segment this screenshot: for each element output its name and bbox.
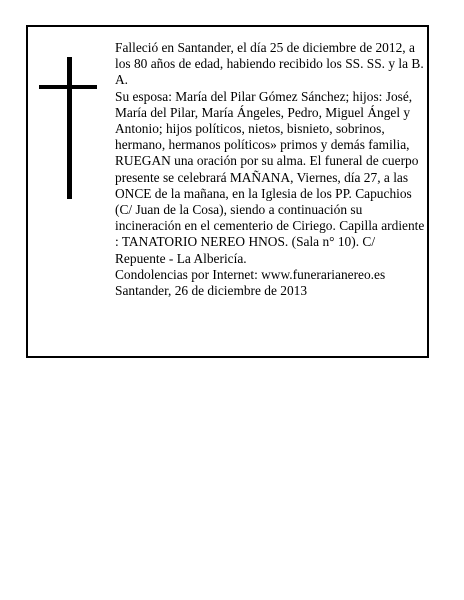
notice-text <box>115 40 426 299</box>
obituary-notice <box>26 25 429 358</box>
cross-horizontal-bar <box>39 85 97 89</box>
place-and-date: Santander, 26 de diciembre de 2013 <box>115 283 308 299</box>
condolences-website: Condolencias por Internet: www.funerarianereo.es <box>115 266 386 282</box>
family-and-funeral-details: Su esposa: María del Pilar Gómez Sánchez; hijos: José, María del Pilar, María Ángeles, Pedro, Miguel Ángel y Antonio; hijos políticos, nietos, bisnieto, sobrinos, hermano, hermanos políticos» primos y demás familia, RUEGAN una oración por su alma. El funeral de cuerpo presente se celebrará MAÑANA, Viernes, día 27, a las ONCE de la mañana, en la Iglesia de los PP. Capuchios (C/ Juan de la Cosa), siendo a continuación su incineración en el cementerio de Ciriego. Capilla ardiente : TANATORIO NEREO HNOS. (Sala n° 10). C/ Repuente - La Albericía. <box>115 88 425 266</box>
cross-vertical-bar <box>67 57 72 199</box>
death-announcement: Falleció en Santander, el día 25 de diciembre de 2012, a los 80 años de edad, habiendo recibido los SS. SS. y la B. A. <box>115 40 424 88</box>
